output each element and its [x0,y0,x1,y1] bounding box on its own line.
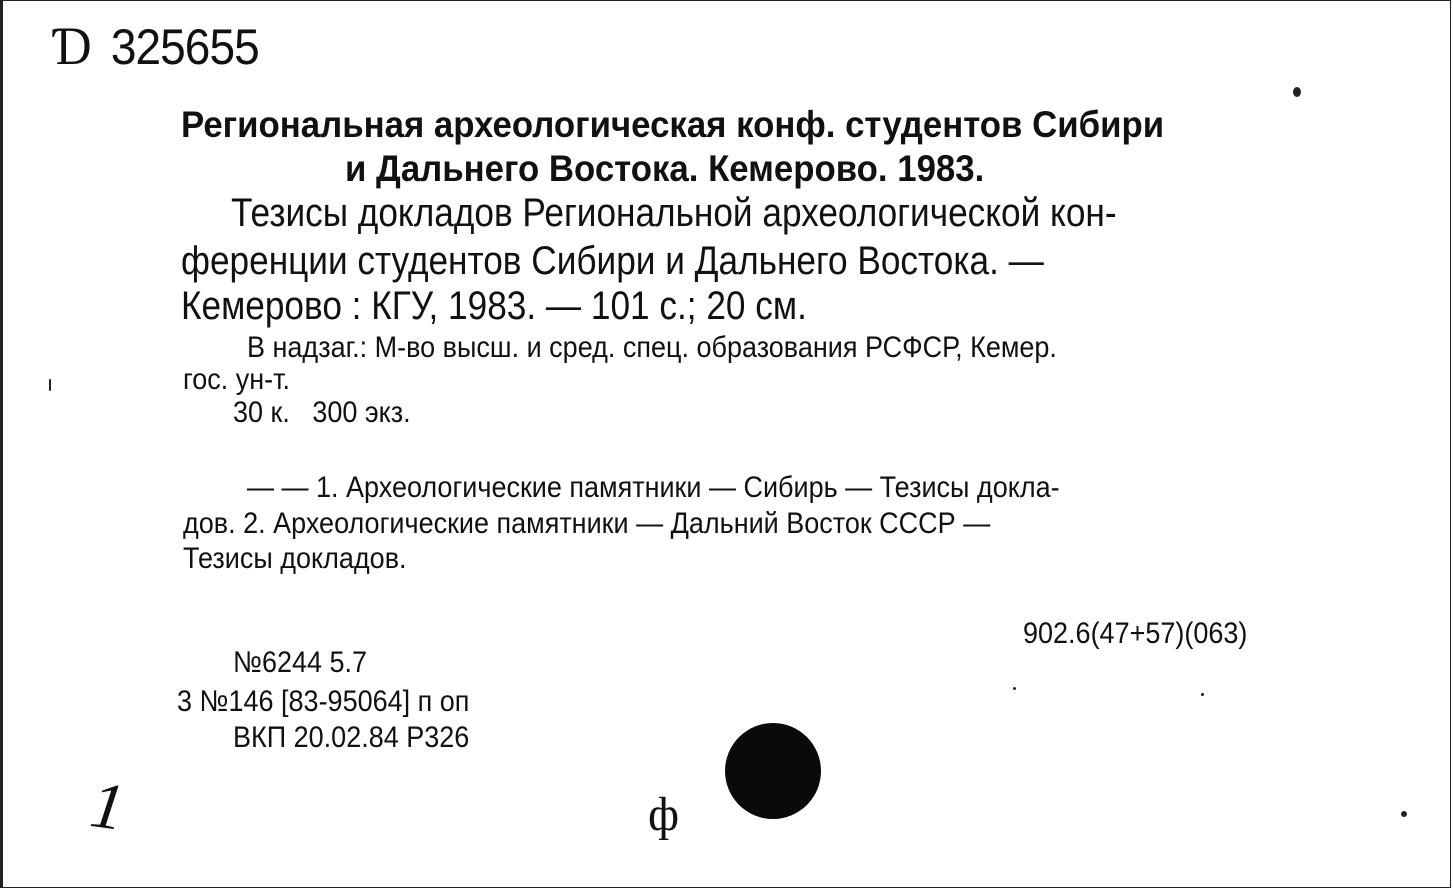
vkp-code: ВКП 20.02.84 Р326 [233,721,470,754]
subject-line-1: — — 1. Археологические памятники — Сибирь — Тезисы докла- [247,471,1060,504]
udc-code: 902.6(47+57)(063) [1023,617,1248,650]
ink-dot [49,379,51,391]
body-line-3: Кемерово : КГУ, 1983. — 101 с.; 20 см. [181,284,807,328]
subject-line-2: дов. 2. Археологические памятники — Дальний Восток СССР — [183,507,991,540]
heading-line-2: и Дальнего Востока. Кемерово. 1983. [345,148,985,189]
ink-dot [1293,87,1301,97]
ink-dot [1013,687,1016,690]
handwritten-mark-f: ф [648,788,680,841]
catalog-number: 325655 [110,19,259,75]
order-number: №6244 5.7 [233,646,368,679]
card-number [51,15,259,77]
body-line-2: ференции студентов Сибири и Дальнего Востока. — [181,239,1044,283]
catalog-letter: Ɗ [51,16,91,76]
punch-hole [725,723,821,819]
note-line-1: В надзаг.: М-во высш. и сред. спец. образования РСФСР, Кемер. [247,331,1057,364]
ink-dot [1401,811,1407,817]
heading-line-1: Региональная археологическая конф. студентов Сибири [181,104,1165,145]
handwritten-mark-one: 1 [86,768,129,845]
ink-dot [1201,693,1204,696]
subject-line-3: Тезисы докладов. [183,542,407,575]
price-copies: 30 к. 300 экз. [233,396,411,429]
note-line-2: гос. ун-т. [183,363,291,396]
body-line-1: Тезисы докладов Региональной археологической кон- [231,191,1117,235]
record-number: 3 №146 [83-95064] п оп [177,685,470,718]
